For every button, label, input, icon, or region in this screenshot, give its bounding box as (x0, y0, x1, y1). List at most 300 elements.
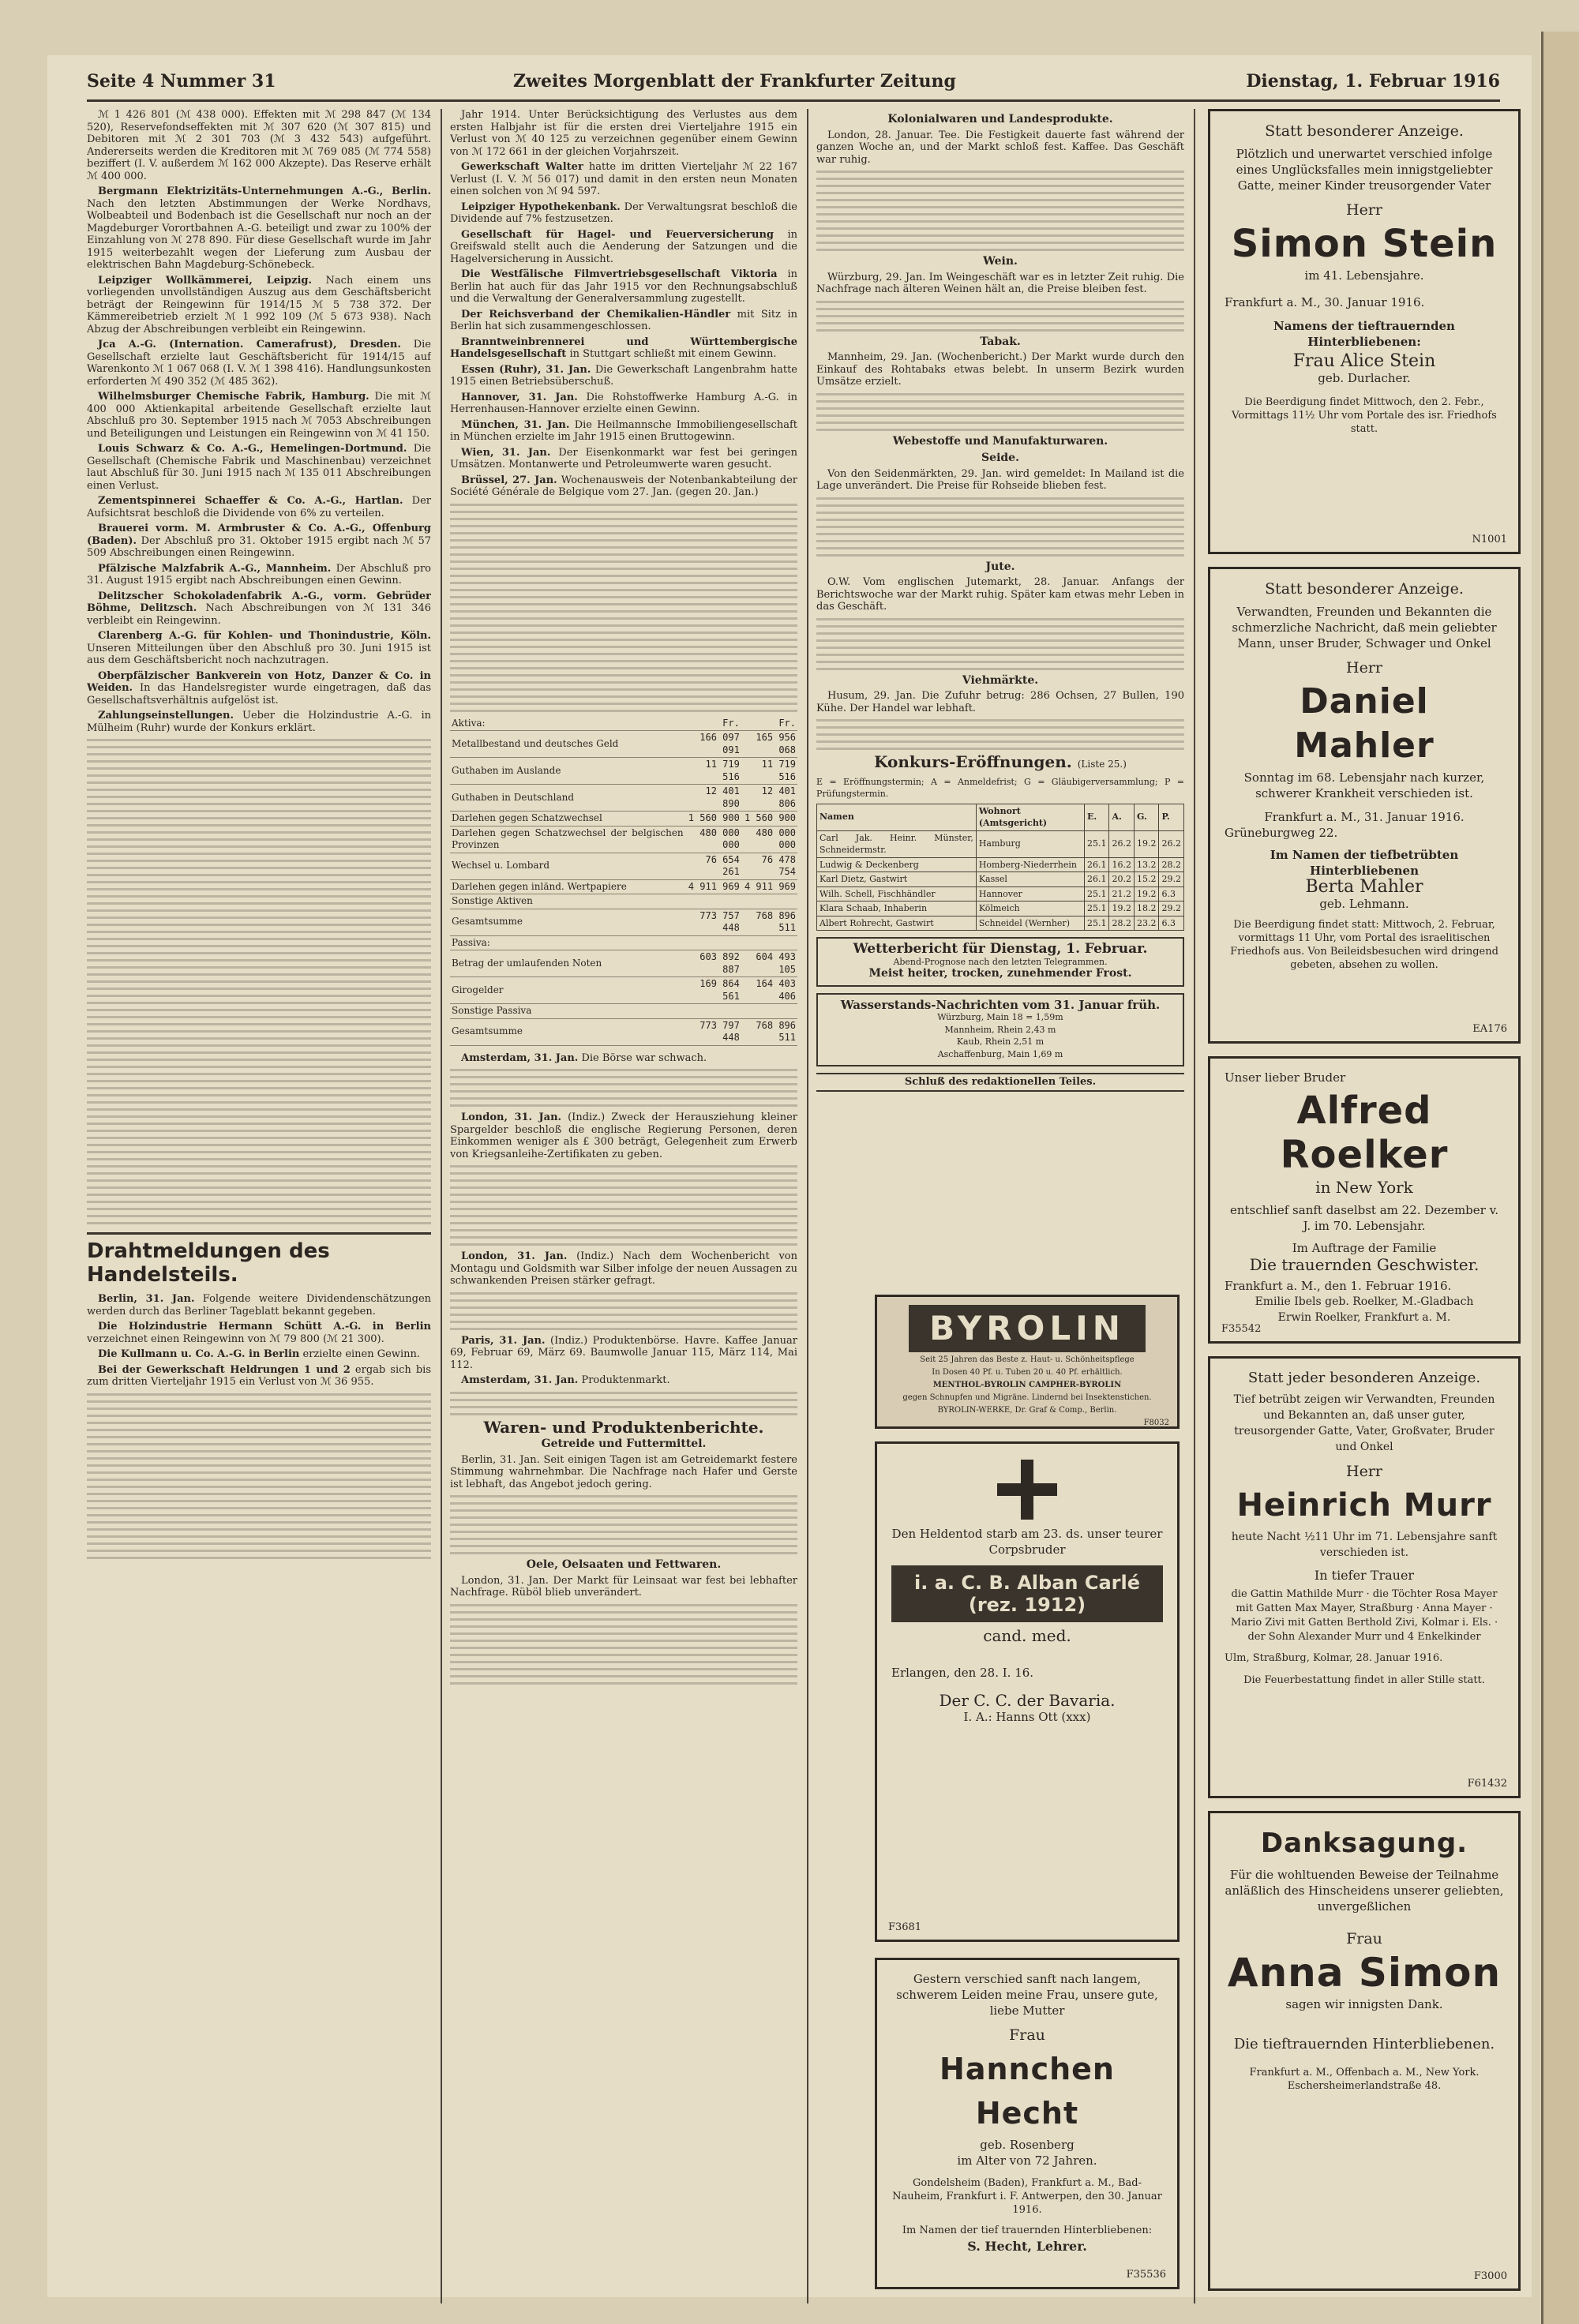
col2-filler (450, 504, 797, 712)
article-item (87, 563, 431, 587)
roelker-mourn: Die trauernden Geschwister. (1249, 1255, 1480, 1274)
table-cell: 11 719 516 (685, 758, 741, 785)
article-text: Nach einem uns vorliegenden unvollständigen Auszug aus dem Geschäftsbericht beträgt der Reingewinn für 1914/15 ℳ 5 738 372. Der Kämmereibetrieb erzielt ℳ 1 992 109 (ℳ 5 673 938). Nach Abzug der Abschreibungen verbleibt ein Reingewinn. (87, 274, 431, 335)
grain-text: Berlin, 31. Jan. Seit einigen Tagen ist am Getreidemarkt festere Stimmung wahrnehmbar. Die Nachfrage nach Hafer und Gerste ist lebhaft, das Angebot jedoch gering. (450, 1453, 797, 1490)
table-row (450, 785, 797, 812)
hecht-name: Hannchen Hecht (940, 2052, 1115, 2131)
mahler-born: geb. Lehmann. (1319, 897, 1409, 911)
table-cell: 18.2 (1134, 901, 1159, 916)
table-cell: 28.2 (1109, 916, 1135, 931)
mahler-intro: Verwandten, Freunden und Bekannten die schmerzliche Nachricht, daß mein geliebter Mann, unser Bruder, Schwager und Onkel (1232, 605, 1497, 650)
article-text: Der Abschluß pro 31. Oktober 1915 ergibt nach ℳ 57 509 Abschreibungen einen Reingewinn. (87, 534, 431, 559)
table-cell: 13.2 (1134, 857, 1159, 872)
konkurs-legend: E = Eröffnungstermin; A = Anmeldefrist; G = Gläubigerversammlung; P = Prüfungstermin. (816, 776, 1184, 799)
table-cell: Hannover (976, 886, 1084, 901)
roelker-place: Frankfurt a. M., den 1. Februar 1916. (1225, 1279, 1452, 1293)
article-company: Jca A.-G. (Internation. Camerafrust), Dresden. (98, 339, 401, 350)
article-company: Leipziger Hypothekenbank. (461, 201, 621, 213)
murr-code: F61432 (1467, 1778, 1507, 1790)
mahler-name: Daniel Mahler (1294, 681, 1435, 766)
weather-text: Meist heiter, trocken, zunehmender Frost. (868, 967, 1132, 980)
article-item (450, 474, 797, 499)
table-cell: 169 864 561 (685, 977, 741, 1004)
table-header-cell: Namen (817, 804, 977, 830)
article-company: Wien, 31. Jan. (461, 446, 551, 459)
table-row (450, 758, 797, 785)
simon-code: F3000 (1473, 2270, 1507, 2282)
article-text: Unseren Mitteilungen über den Abschluß pro 30. Juni 1915 ist aus dem Geschäftsbericht noch nachzutragen. (87, 642, 431, 666)
article-company: Der Reichsverband der Chemikalien-Händler (461, 308, 731, 320)
article-text: verzeichnet einen Reingewinn von ℳ 79 800 (ℳ 21 300). (87, 1333, 384, 1345)
article-item (87, 670, 431, 707)
article-company: Zementspinnerei Schaeffer & Co. A.-G., Hartlan. (98, 495, 403, 507)
article-company: Gewerkschaft Walter (461, 161, 583, 173)
table-cell: 19.2 (1109, 901, 1135, 916)
table-cell: 16.2 (1109, 857, 1135, 872)
carle-intro: Den Heldentod starb am 23. ds. unser teurer Corpsbruder (891, 1527, 1163, 1557)
table-cell (685, 894, 741, 909)
grain-subhead: Getreide und Futtermittel. (541, 1438, 707, 1450)
column-rule (1194, 109, 1195, 2303)
article-text: mit Sitz in Berlin hat sich zusammengeschlossen. (450, 308, 797, 332)
byrolin-line: gegen Schnupfen und Migräne. Lindernd bei Insektenstichen. (902, 1393, 1152, 1402)
table-cell: 26.2 (1159, 830, 1184, 857)
article-item (450, 309, 797, 333)
article-item (87, 186, 431, 272)
article-item (450, 161, 797, 198)
article-text: Die Rohstoffwerke Hamburg A.-G. in Herrenhausen-Hannover erzielte einen Gewinn. (450, 391, 797, 415)
col2-filler-2 (450, 1069, 797, 1107)
article-text: erzielte einen Gewinn. (302, 1348, 420, 1360)
article-item (87, 1364, 431, 1389)
col1-articles (87, 186, 431, 734)
table-cell: Kölmeich (976, 901, 1084, 916)
byrolin-code: F8032 (1143, 1419, 1169, 1427)
article-text: Die Gesellschaft (Chemische Fabrik und Maschinenbau) verzeichnet laut Abschluß für 30. Juni 1915 nach ℳ 135 011 Abschreibungen einen Verlust. (87, 443, 431, 492)
article-text: Ueber die Holzindustrie A.-G. in Mülheim (Ruhr) wurde der Konkurs erklärt. (87, 710, 431, 734)
mahler-head: Statt besonderer Anzeige. (1265, 580, 1464, 598)
colonial-text: London, 28. Januar. Tee. Die Festigkeit dauerte fast während der ganzen Woche an, und der Markt schloß fest. Kaffee. Das Geschäft war ruhig. (816, 129, 1184, 166)
stein-code: N1001 (1472, 534, 1507, 545)
table-cell: 603 892 887 (685, 950, 741, 977)
table-cell: 480 000 000 (741, 826, 797, 853)
article-text: Die Gesellschaft erzielte laut Geschäftsbericht für 1914/15 auf Warenkonto ℳ 1 067 068 (I. V. ℳ 1 398 416). Handlungsunkosten erforderten ℳ 490 352 (ℳ 485 362). (87, 339, 431, 388)
oil-subhead: Oele, Oelsaaten und Fettwaren. (526, 1558, 722, 1571)
total-value: 768 896 511 (741, 1018, 797, 1045)
obituary-hecht (875, 1958, 1180, 2289)
article-item (87, 1293, 431, 1318)
table-header-cell: Wohnort (Amtsgericht) (976, 804, 1084, 830)
article-text: Folgende weitere Dividendenschätzungen werden durch das Berliner Tageblatt bekannt gegeben. (87, 1293, 431, 1318)
article-item (87, 1321, 431, 1345)
water-level-row: Kaub, Rhein 2,51 m (956, 1036, 1045, 1047)
article-item (450, 268, 797, 305)
table-cell: 1 560 900 (741, 812, 797, 827)
article-company: Essen (Ruhr), 31. Jan. (461, 363, 591, 376)
table-cell: Guthaben in Deutschland (450, 785, 685, 812)
jute-text: O.W. Vom englischen Jutemarkt, 28. Januar. Anfangs der Berichtswoche war der Markt ruhig. Später kam etwas mehr Leben in das Geschäft. (816, 576, 1184, 613)
header-newspaper-title: Zweites Morgenblatt der Frankfurter Zeitung (513, 71, 956, 92)
hecht-frau: Frau (1009, 2026, 1045, 2044)
column-rule (807, 109, 808, 2303)
table-cell: 21.2 (1109, 886, 1135, 901)
iron-cross-icon (997, 1460, 1057, 1520)
col1-wire-articles (87, 1293, 431, 1389)
article-company: Die Kullmann u. Co. A.-G. in Berlin (98, 1348, 300, 1360)
article-company: Gesellschaft für Hagel- und Feuerversicherung (461, 228, 774, 241)
article-text: Nach Abschreibungen von ℳ 131 346 verbleibt ein Reingewinn. (87, 602, 431, 627)
col2-filler-5 (450, 1392, 797, 1415)
article-item (450, 364, 797, 388)
col3-filler-2 (816, 301, 1184, 332)
murr-head: Statt jeder besonderen Anzeige. (1247, 1370, 1481, 1386)
article-item (450, 447, 797, 471)
article-text: Der Verwaltungsrat beschloß die Dividende auf 7% festzusetzen. (450, 201, 797, 225)
simon-intro: Für die wohltuenden Beweise der Teilnahme anläßlich des Hinscheidens unserer geliebten, unvergeßlichen (1225, 1868, 1504, 1914)
stein-place: Frankfurt a. M., 30. Januar 1916. (1225, 295, 1425, 309)
col2-filler-6 (450, 1495, 797, 1554)
table-cell: 604 493 105 (741, 950, 797, 977)
table-cell: 23.2 (1134, 916, 1159, 931)
col3-filler (816, 171, 1184, 251)
roelker-intro: Unser lieber Bruder (1225, 1070, 1346, 1085)
article-text: in Stuttgart schließt mit einem Gewinn. (569, 348, 777, 360)
vieh-text: Husum, 29. Jan. Die Zufuhr betrug: 286 Ochsen, 27 Bullen, 190 Kühe. Der Handel war lebhaft. (816, 690, 1184, 714)
mahler-date: Sonntag im 68. Lebensjahr nach kurzer, schwerer Krankheit verschieden ist. (1243, 770, 1485, 800)
table-row (450, 950, 797, 977)
amsterdam2-text: Produktenmarkt. (581, 1374, 670, 1386)
murr-list: die Gattin Mathilde Murr · die Töchter Rosa Mayer mit Gatten Max Mayer, Straßburg · Anna Mayer · Mario Zivi mit Gatten Berthold Zivi, Kolmar i. Els. · der Sohn Alexander Murr und 4 Enkelkinder (1230, 1588, 1498, 1643)
roelker-mandate: Im Auftrage der Familie (1292, 1241, 1437, 1255)
water-level-row: Aschaffenburg, Main 1,69 m (937, 1048, 1063, 1059)
article-company: Bergmann Elektrizitäts-Unternehmungen A.-G., Berlin. (98, 186, 431, 197)
table-cell: 12 401 890 (685, 785, 741, 812)
total-value: 768 896 511 (741, 909, 797, 935)
article-text: Der Abschluß pro 31. August 1915 ergibt nach Abschreibungen einen Gewinn. (87, 562, 431, 587)
amsterdam2-title: Amsterdam, 31. Jan. (461, 1374, 579, 1386)
obituary-murr (1208, 1356, 1521, 1798)
col2-articles (450, 161, 797, 499)
table-cell: 12 401 806 (741, 785, 797, 812)
column-3 (816, 109, 1184, 1277)
colonial-subhead: Kolonialwaren und Landesprodukte. (887, 113, 1113, 126)
oil-text: London, 31. Jan. Der Markt für Leinsaat war fest bei lebhafter Nachfrage. Rüböl blieb unverändert. (450, 1574, 797, 1599)
mahler-funeral: Die Beerdigung findet statt: Mittwoch, 2. Februar, vormittags 11 Uhr, vom Portal des israelitischen Friedhofs aus. Von Beileidsbesuchen wird dringend gebeten, absehen zu wollen. (1230, 919, 1498, 971)
obituary-roelker (1208, 1056, 1521, 1344)
vieh-subhead: Viehmärkte. (962, 673, 1039, 687)
murr-place: Ulm, Straßburg, Kolmar, 28. Januar 1916. (1225, 1652, 1443, 1664)
wire-section-title: Drahtmeldungen des Handelsteils. (87, 1232, 431, 1287)
article-company: Bei der Gewerkschaft Heldrungen 1 und 2 (98, 1363, 351, 1376)
byrolin-line: Seit 25 Jahren das Beste z. Haut- u. Schönheitspflege (920, 1355, 1135, 1364)
article-item (87, 1348, 431, 1361)
hecht-signature: S. Hecht, Lehrer. (967, 2239, 1087, 2254)
article-company: Delitzscher Schokoladenfabrik A.-G., vorm. Gebrüder Böhme, Delitzsch. (87, 590, 431, 614)
total-label: Gesamtsumme (450, 909, 685, 935)
header-page-number: Seite 4 Nummer 31 (87, 71, 276, 92)
total-label: Gesamtsumme (450, 1018, 685, 1045)
water-level-row: Mannheim, Rhein 2,43 m (944, 1024, 1056, 1035)
table-cell: Ludwig & Deckenberg (817, 857, 977, 872)
murr-text: heute Nacht ½11 Uhr im 71. Lebensjahre sanft verschieden ist. (1231, 1531, 1498, 1559)
article-company: Leipziger Wollkämmerei, Leipzig. (98, 274, 313, 287)
table-row (817, 916, 1184, 931)
london2-text: (Indiz.) Nach dem Wochenbericht von Montagu und Goldsmith war Silber infolge der neuen Aussagen zu schwankenden Preisen stärker gefragt. (450, 1250, 797, 1287)
table-header-cell: P. (1159, 804, 1184, 830)
article-item (87, 523, 431, 560)
wein-subhead: Wein. (983, 255, 1018, 268)
weather-subtitle: Abend-Prognose nach den letzten Telegrammen. (893, 956, 1108, 967)
article-company: Brüssel, 27. Jan. (461, 474, 557, 486)
table-cell: 29.2 (1159, 901, 1184, 916)
mahler-street: Grüneburgweg 22. (1225, 826, 1338, 840)
table-cell: Girogelder (450, 977, 685, 1004)
hecht-born: geb. Rosenberg (980, 2138, 1075, 2152)
article-item (87, 495, 431, 519)
table-cell: 28.2 (1159, 857, 1184, 872)
weather-report (816, 937, 1184, 987)
byrolin-logo: BYROLIN (909, 1305, 1146, 1352)
table-cell: 4 911 969 (685, 879, 741, 894)
article-item (450, 201, 797, 226)
article-item (87, 710, 431, 734)
table-cell: 11 719 516 (741, 758, 797, 785)
table-header-cell: E. (1084, 804, 1109, 830)
table-cell: 480 000 000 (685, 826, 741, 853)
article-text: in Greifswald stellt auch die Aenderung der Satzungen und die Hagelversicherung in Aussicht. (450, 228, 797, 265)
table-cell: Guthaben im Auslande (450, 758, 685, 785)
carle-signature-2: I. A.: Hanns Ott (xxx) (963, 1710, 1091, 1724)
table-cell: 15.2 (1134, 872, 1159, 887)
hecht-mourn: Im Namen der tief trauernden Hinterbliebenen: (902, 2225, 1153, 2236)
article-item (87, 275, 431, 336)
table-cell: 25.1 (1084, 886, 1109, 901)
mahler-mourn: Im Namen der tiefbetrübten Hinterbliebenen (1270, 848, 1459, 878)
hecht-code: F35536 (1126, 2269, 1166, 2281)
london2-title: London, 31. Jan. (461, 1250, 568, 1262)
simon-place: Frankfurt a. M., Offenbach a. M., New York. Eschersheimerlandstraße 48. (1249, 2067, 1480, 2092)
murr-name: Heinrich Murr (1236, 1487, 1492, 1524)
tabak-subhead: Tabak. (980, 335, 1021, 348)
byrolin-line: BYROLIN-WERKE, Dr. Graf & Comp., Berlin. (937, 1406, 1117, 1415)
roelker-city: in New York (1315, 1178, 1413, 1197)
table-cell: Darlehen gegen Schatzwechsel (450, 812, 685, 827)
table-cell: 165 956 068 (741, 731, 797, 758)
stein-intro: Plötzlich und unerwartet verschied infolge eines Unglücksfalles mein innigstgeliebter Gatte, meiner Kinder treusorgender Vater (1236, 147, 1493, 193)
article-company: Clarenberg A.-G. für Kohlen- und Thonindustrie, Köln. (98, 630, 431, 642)
article-company: München, 31. Jan. (461, 418, 570, 431)
table-header-cell: G. (1134, 804, 1159, 830)
editorial-end: Schluß des redaktionellen Teiles. (816, 1073, 1184, 1092)
article-text: Der Aufsichtsrat beschloß die Dividende von 6% zu verteilen. (87, 495, 431, 519)
murr-mourn: In tiefer Trauer (1314, 1568, 1415, 1583)
article-item (87, 590, 431, 628)
table-row (450, 853, 797, 879)
table-row (817, 901, 1184, 916)
table-cell: Sonstige Passiva (450, 1004, 685, 1019)
obituary-mahler (1208, 567, 1521, 1044)
amsterdam-title: Amsterdam, 31. Jan. (461, 1051, 579, 1064)
table-row (817, 830, 1184, 857)
table-cell: 19.2 (1134, 830, 1159, 857)
col3-filler-3 (816, 393, 1184, 431)
article-company: Wilhelmsburger Chemische Fabrik, Hamburg. (98, 391, 369, 403)
article-company: Branntweinbrennerei und Württembergische Handelsgesellschaft (450, 335, 797, 360)
article-company: Berlin, 31. Jan. (98, 1293, 195, 1305)
thanks-simon (1208, 1811, 1521, 2291)
article-item (450, 419, 797, 444)
column-1 (87, 109, 431, 2303)
table-cell: 26.1 (1084, 857, 1109, 872)
table-cell (741, 894, 797, 909)
article-company: Die Westfälische Filmvertriebsgesellschaft Viktoria (461, 268, 778, 280)
page-header (87, 68, 1500, 102)
stein-funeral: Die Beerdigung findet Mittwoch, den 2. Febr., Vormittags 11½ Uhr vom Portale des isr. Friedhofs statt. (1232, 396, 1497, 435)
table-cell: Homberg-Niederrhein (976, 857, 1084, 872)
table-row (450, 894, 797, 909)
tabak-text: Mannheim, 29. Jan. (Wochenbericht.) Der Markt wurde durch den Einkauf des Rohtabaks etwas belebt. In unserm Bezirk wurden Umsätze erzielt. (816, 351, 1184, 388)
table-cell: 1 560 900 (685, 812, 741, 827)
article-item (450, 336, 797, 361)
murr-funeral: Die Feuerbestattung findet in aller Stille statt. (1243, 1674, 1485, 1686)
article-company: Hannover, 31. Jan. (461, 391, 578, 403)
table-cell: 29.2 (1159, 872, 1184, 887)
table-cell: Kassel (976, 872, 1084, 887)
konkurs-title-text: Konkurs-Eröffnungen. (874, 752, 1072, 771)
article-company: Die Holzindustrie Hermann Schütt A.-G. in Berlin (98, 1321, 431, 1333)
table-cell: Metallbestand und deutsches Geld (450, 731, 685, 758)
table-header-cell: A. (1109, 804, 1135, 830)
murr-herr: Herr (1346, 1463, 1382, 1480)
water-title: Wasserstands-Nachrichten vom 31. Januar früh. (840, 997, 1161, 1012)
table-cell: 19.2 (1134, 886, 1159, 901)
table-row (450, 731, 797, 758)
table-cell: Wechsel u. Lombard (450, 853, 685, 879)
bank-statement-table (450, 717, 797, 1046)
table-cell: Karl Dietz, Gastwirt (817, 872, 977, 887)
simon-frau: Frau (1346, 1930, 1382, 1947)
col2-filler-7 (450, 1604, 797, 1685)
roelker-text: entschlief sanft daselbst am 22. Dezember v. J. im 70. Lebensjahr. (1229, 1203, 1499, 1233)
header-date: Dienstag, 1. Februar 1916 (1246, 71, 1500, 92)
table-cell: Wilh. Schell, Fischhändler (817, 886, 977, 901)
jute-subhead: Jute. (985, 560, 1015, 573)
table-cell: Schneidel (Wernher) (976, 916, 1084, 931)
konkurs-table (816, 804, 1184, 931)
article-item (87, 630, 431, 667)
table-row (817, 886, 1184, 901)
stein-born: geb. Durlacher. (1318, 371, 1411, 385)
stein-head: Statt besonderer Anzeige. (1265, 122, 1464, 140)
article-item (87, 443, 431, 492)
article-text: Die Heilmannsche Immobiliengesellschaft in München erzielte im Jahr 1915 einen Bruttogewinn. (450, 418, 797, 443)
table-cell: 164 403 406 (741, 977, 797, 1004)
col-head: Fr. (741, 717, 797, 731)
column-rule (441, 109, 442, 2303)
col3-filler-4 (816, 497, 1184, 557)
table-cell: 76 478 754 (741, 853, 797, 879)
col1-filler (87, 739, 431, 1224)
table-cell: 4 911 969 (741, 879, 797, 894)
seide-text: Von den Seidenmärkten, 29. Jan. wird gemeldet: In Mailand ist die Lage unverändert. Die Preise für Rohseide blieben fest. (816, 467, 1184, 492)
aktiva-heading: Aktiva: (450, 717, 685, 731)
simon-head: Danksagung. (1260, 1827, 1468, 1859)
seide-subhead: Seide. (981, 452, 1019, 464)
table-row (450, 826, 797, 853)
textile-subhead: Webestoffe und Manufakturwaren. (892, 434, 1108, 448)
carle-title: cand. med. (983, 1626, 1071, 1645)
col2-lead: Jahr 1914. Unter Berücksichtigung des Verlustes aus dem ersten Halbjahr ist für die ersten drei Vierteljahre 1915 ein Verlust von ℳ 40 125 zu verzeichnen gegenüber einem Gewinn von ℳ 172 661 in der gleichen Vorjahrszeit. (450, 109, 797, 158)
article-company: Louis Schwarz & Co. A.-G., Hemelingen-Dortmund. (98, 443, 407, 455)
london-title: London, 31. Jan. (461, 1111, 562, 1123)
roelker-sig2: Erwin Roelker, Frankfurt a. M. (1277, 1311, 1451, 1324)
col3-filler-6 (816, 719, 1184, 750)
article-item (450, 392, 797, 416)
col1-lead: ℳ 1 426 801 (ℳ 438 000). Effekten mit ℳ 298 847 (ℳ 134 520), Reservefondseffekten mit ℳ 307 620 (ℳ 307 815) und Debitoren mit ℳ 2 301 703 (ℳ 3 432 543) aufgeführt. Andererseits werden die Kreditoren mit ℳ 769 085 (ℳ 774 558) beziffert (I. V. außerdem ℳ 162 000 Akzepte). Das Reserve erhält ℳ 400 000. (87, 109, 431, 182)
stein-age: im 41. Lebensjahre. (1304, 268, 1424, 283)
london-text: (Indiz.) Zweck der Herausziehung kleiner Spargelder beschloß die englische Regierung Personen, deren Einkommen weniger als £ 300 beträgt, Gelegenheit zum Erwerb von Kriegsanleihe-Zertifikaten zu geben. (450, 1111, 797, 1160)
article-company: Brauerei vorm. M. Armbruster & Co. A.-G., Offenburg (Baden). (87, 523, 431, 547)
wein-text: Würzburg, 29. Jan. Im Weingeschäft war es in letzter Zeit ruhig. Die Nachfrage nach älteren Weinen hält an, die Preise bleiben fest. (816, 271, 1184, 295)
passiva-heading: Passiva: (450, 935, 685, 950)
article-text: Der Eisenkonmarkt war fest bei geringen Umsätzen. Montanwerte und Petroleumwerte waren gesucht. (450, 446, 797, 470)
hecht-age: im Alter von 72 Jahren. (957, 2153, 1097, 2168)
carle-signature: Der C. C. der Bavaria. (939, 1691, 1116, 1710)
roelker-sig1: Emilie Ibels geb. Roelker, M.-Gladbach (1255, 1295, 1474, 1308)
roelker-code: F35542 (1221, 1323, 1262, 1335)
paris-title: Paris, 31. Jan. (461, 1334, 546, 1347)
mahler-widow: Berta Mahler (1305, 877, 1423, 897)
article-text: ergab sich bis zum dritten Vierteljahr 1915 ein Verlust von ℳ 36 955. (87, 1363, 431, 1388)
mahler-place: Frankfurt a. M., 31. Januar 1916. (1264, 810, 1465, 824)
article-company: Oberpfälzischer Bankverein von Hotz, Danzer & Co. in Weiden. (87, 669, 431, 694)
obituary-stein (1208, 109, 1521, 554)
paris-text: (Indiz.) Produktenbörse. Havre. Kaffee Januar 69, Februar 69, März 69. Baumwolle Januar 115, März 114, Mai 112. (450, 1334, 797, 1371)
table-cell: Albert Rohrecht, Gastwirt (817, 916, 977, 931)
table-cell: Darlehen gegen inländ. Wertpapiere (450, 879, 685, 894)
table-row (450, 879, 797, 894)
byrolin-line: In Dosen 40 Pf. u. Tuben 20 u. 40 Pf. erhältlich. (932, 1368, 1123, 1377)
amsterdam-text: Die Börse war schwach. (581, 1051, 707, 1064)
stein-name: Simon Stein (1231, 222, 1498, 266)
table-cell: 6.3 (1159, 886, 1184, 901)
mahler-herr: Herr (1346, 659, 1382, 677)
article-item (87, 339, 431, 388)
article-company: Pfälzische Malzfabrik A.-G., Mannheim. (98, 562, 332, 575)
byrolin-line: MENTHOL-BYROLIN CAMPHER-BYROLIN (932, 1381, 1122, 1389)
hecht-place: Gondelsheim (Baden), Frankfurt a. M., Bad-Nauheim, Frankfurt i. F. Antwerpen, den 30. Januar 1916. (892, 2177, 1162, 2216)
table-row (817, 857, 1184, 872)
article-text: hatte im dritten Vierteljahr ℳ 22 167 Verlust (I. V. ℳ 56 017) und damit in den ersten neun Monaten einen solchen von ℳ 94 597. (450, 161, 797, 197)
simon-thanks: sagen wir innigsten Dank. (1285, 1997, 1443, 2011)
col-head: Fr. (685, 717, 741, 731)
total-value: 773 757 448 (685, 909, 741, 935)
table-cell: 20.2 (1109, 872, 1135, 887)
table-cell: 76 654 261 (685, 853, 741, 879)
article-company: Zahlungseinstellungen. (98, 710, 234, 722)
table-cell (685, 1004, 741, 1019)
stein-herr: Herr (1346, 201, 1382, 219)
water-levels (816, 993, 1184, 1067)
table-cell: Sonstige Aktiven (450, 894, 685, 909)
simon-name: Anna Simon (1227, 1950, 1502, 1996)
table-cell: Carl Jak. Heinr. Münster, Schneidermstr. (817, 830, 977, 857)
water-level-row: Würzburg, Main 18 = 1,59m (937, 1012, 1063, 1022)
table-cell: 25.1 (1084, 916, 1109, 931)
mahler-code: EA176 (1472, 1023, 1507, 1035)
article-text: Die mit ℳ 400 000 Aktienkapital arbeitende Gesellschaft erzielte laut Abschluß pro 30. September 1915 nach ℳ 7053 Abschreibungen und Beteiligungen und Leistungen ein Reingewinn von ℳ 41 150. (87, 391, 431, 440)
table-cell: Klara Schaab, Inhaberin (817, 901, 977, 916)
